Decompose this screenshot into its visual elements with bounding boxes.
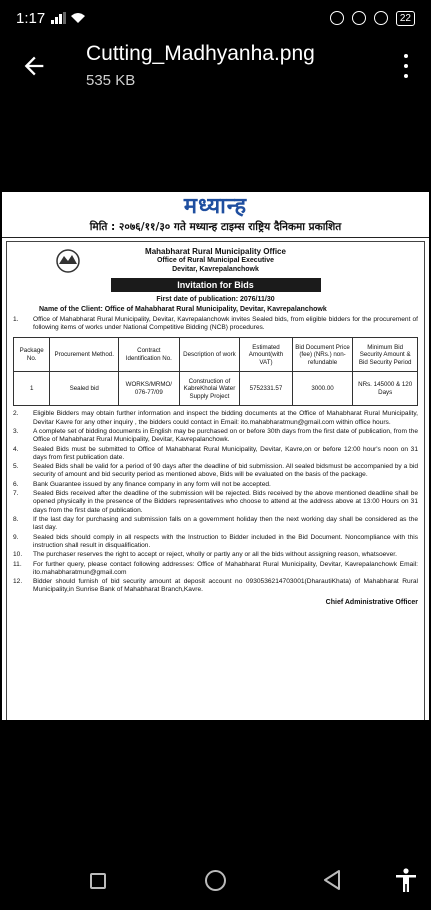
- column-header: Minimum Bid Security Amount & Bid Security Period: [353, 338, 418, 372]
- battery-icon: 22: [396, 11, 415, 26]
- bid-notice: [6, 241, 425, 720]
- masthead: [2, 192, 429, 218]
- table-cell: 5752331.57: [240, 372, 293, 406]
- column-header: Package No.: [14, 338, 50, 372]
- table-cell: Sealed bid: [50, 372, 119, 406]
- list-item: 12. Bidder should furnish of bid security amount at deposit account no 0930536214703001(DharautiKhata) of Mahabharat Rural Municipality,in Sunrise Bank of Mahabharat Branch,Kavre.: [13, 578, 418, 594]
- table-cell: Construction of KabreKholai Water Supply Project: [179, 372, 240, 406]
- list-item: 6. Bank Guarantee issued by any finance company in any form will not be accepted.: [13, 480, 271, 488]
- table-cell: 1: [14, 372, 50, 406]
- list-item: 11. For further query, please contact following addresses: Office of Mahabharat Rural Municipality, Devitar, Kavrepalanchowk Email: ito.mahabharatmun@gmail.com: [13, 560, 418, 576]
- table-cell: WORKS/MRMO/ 076-77/09: [119, 372, 180, 406]
- column-header: Procurement Method.: [50, 338, 119, 372]
- status-time: 1:17: [16, 9, 46, 27]
- publication-date: First date of publication: 2076/11/30: [156, 296, 275, 303]
- recent-apps-icon[interactable]: [90, 873, 106, 889]
- column-header: Estimated Amount(with VAT): [240, 338, 293, 372]
- notification-icon: [330, 11, 344, 25]
- vpn-icon: [352, 11, 366, 25]
- nav-back-icon[interactable]: [322, 869, 342, 891]
- list-item: 9. Sealed bids should comply in all respects with the Instruction to Bidder included in the Bid Document. Noncompliance with this instruction shall result in disqualification.: [13, 533, 418, 549]
- list-item: 4. Sealed Bids must be submitted to Office of Mahabharat Rural Municipality, Devitar, Kavre,on or before 12:00 hour's noon on 31 days from first publication date.: [13, 445, 418, 461]
- signal-icon: [51, 12, 66, 24]
- file-name: Cutting_Madhyanha.png: [86, 42, 315, 65]
- home-icon[interactable]: [205, 870, 226, 891]
- list-item: 3. A complete set of bidding documents in English may be purchased on or before 30th days from the first date of publication, from the Office of Mahabharat Rural Municipality, Devitar, Kavrepalanchowk.: [13, 428, 418, 444]
- list-item: 8. If the last day for purchasing and submission falls on a government holiday then the next working day shall be considered as the last day.: [13, 515, 418, 532]
- table-header-row: [14, 338, 418, 372]
- government-emblem-icon: [53, 248, 83, 274]
- org-address: Devitar, Kavrepalanchowk: [172, 266, 259, 273]
- table-cell: NRs. 145000 & 120 Days: [353, 372, 418, 406]
- newspaper-logo: मध्यान्ह: [183, 193, 248, 219]
- column-header: Bid Document Price (fee) (NRs.) non-refundable: [292, 338, 353, 372]
- list-item: 10. The purchaser reserves the right to accept or reject, wholly or partly any or all the bids without assigning reason, whatsoever.: [13, 551, 397, 559]
- more-options-icon[interactable]: [403, 54, 409, 78]
- notice-heading: Invitation for Bids: [111, 278, 321, 292]
- signature-line: Chief Administrative Officer: [325, 598, 418, 606]
- intro-paragraph: 1. Office of Mahabharat Rural Municipality, Devitar, Kavrepalanchowk invites Sealed bids, from eligible bidders for the procurement of following items of works under National Competitive Bidding (NCB) procedures.: [13, 316, 418, 332]
- client-name: Name of the Client: Office of Mahabharat Rural Municipality, Devitar, Kavrepalanchowk: [39, 306, 327, 313]
- list-item: 7. Sealed Bids received after the deadline of the submission will be rejected. Bids received by the above mentioned deadline shall be opened physically in the presence of the Bidders representatives who choose to attend at the address above at 13:00 Hours on 31 days from the first date of publication.: [13, 490, 418, 514]
- table-row: [14, 372, 418, 406]
- file-size: 535 KB: [86, 72, 136, 89]
- table-cell: 3000.00: [292, 372, 353, 406]
- status-bar: [0, 0, 431, 36]
- viewer-app-bar: [0, 36, 431, 100]
- org-office: Office of Rural Municipal Executive: [156, 257, 275, 264]
- list-item: 5. Sealed Bids shall be valid for a period of 90 days after the deadline of bid submission. All sealed bidsmust be accompanied by a bid security of amount and bid security period as mentioned above, Bids will be evaluated on the basis of the package.: [13, 463, 418, 479]
- wifi-icon: [70, 12, 86, 24]
- system-nav-bar: [0, 855, 431, 910]
- column-header: Contract Identification No.: [119, 338, 180, 372]
- back-arrow-icon[interactable]: [20, 52, 48, 80]
- dnd-icon: [374, 11, 388, 25]
- column-header: Description of work: [179, 338, 240, 372]
- accessibility-icon[interactable]: [394, 867, 418, 893]
- org-name: Mahabharat Rural Municipality Office: [145, 247, 286, 256]
- publication-note: मिति : २०७६/११/३० गते मध्यान्ह टाइम्स राष्ट्रिय दैनिकमा प्रकाशित: [2, 218, 429, 238]
- clause-list: [13, 410, 418, 594]
- bid-table: [13, 337, 418, 406]
- newspaper-clipping-image: [2, 192, 429, 720]
- list-item: 2. Eligible Bidders may obtain further information and inspect the bidding documents at the Office of Mahabharat Rural Municipality, Devitar Kavre for any other inquiry , the bidders could contact in Email: ito.mahabharatmun@gmail.com within office hours.: [13, 410, 418, 426]
